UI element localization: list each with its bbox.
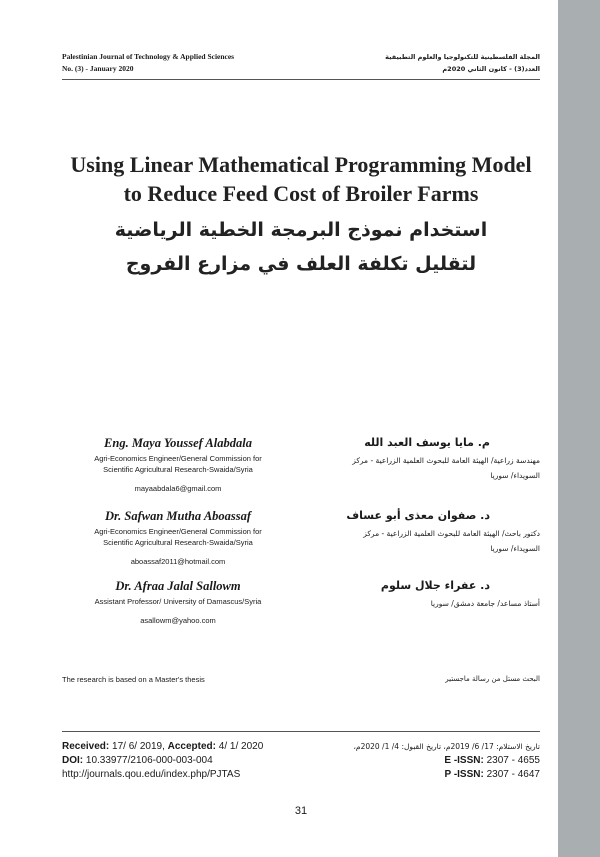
author-affiliation: Scientific Agricultural Research-Swaida/Syria xyxy=(103,538,253,547)
pissn-line xyxy=(353,768,540,782)
journal-name-ar: المجلة الفلسطينية للتكنولوجيا والعلوم التطبيقية xyxy=(385,53,540,61)
dates-ar: تاريخ الاستلام: 17/ 6/ 2019م، تاريخ القبول: 4/ 1/ 2020م، xyxy=(353,742,540,751)
author-name-ar: د. عفراء جلال سلوم xyxy=(380,579,490,592)
author-en-3 xyxy=(62,578,294,626)
author-affiliation-ar: أستاذ مساعد/ جامعة دمشق/ سوريا xyxy=(430,599,540,608)
author-affiliation: Agri-Economics Engineer/General Commission for xyxy=(94,454,262,463)
eissn-value: 2307 - 4655 xyxy=(486,755,540,766)
author-affiliation: Agri-Economics Engineer/General Commission for xyxy=(94,527,262,536)
author-email: mayaabdala6@gmail.com xyxy=(134,484,222,493)
title-ar-line1: استخدام نموذج البرمجة الخطية الرياضية xyxy=(114,219,488,241)
received-label: Received: xyxy=(62,741,110,752)
page-number: 31 xyxy=(294,805,308,817)
doi-value: 10.33977/2106-000-003-004 xyxy=(85,755,213,766)
issue-en: No. (3) - January 2020 xyxy=(62,64,134,73)
eissn-line xyxy=(353,754,540,768)
accepted-label: Accepted: xyxy=(167,741,216,752)
author-affiliation: Assistant Professor/ University of Damascus/Syria xyxy=(94,597,262,606)
doi-line xyxy=(62,754,263,768)
author-affiliation-ar: السويداء/ سوريا xyxy=(490,544,540,553)
received-date: 17/ 6/ 2019, xyxy=(112,741,165,752)
author-affiliation-ar: مهندسة زراعية/ الهيئة العامة للبحوث العلمية الزراعية - مركز xyxy=(352,456,540,465)
author-name: Eng. Maya Youssef Alabdala xyxy=(104,436,252,450)
eissn-label: E -ISSN: xyxy=(444,755,484,766)
author-affiliation-ar: السويداء/ سوريا xyxy=(490,471,540,480)
author-ar-2 xyxy=(300,508,540,556)
accepted-date: 4/ 1/ 2020 xyxy=(218,741,264,752)
author-email: aboassaf2011@hotmail.com xyxy=(130,557,226,566)
author-name: Dr. Afraa Jalal Sallowm xyxy=(115,579,241,593)
issue-ar: العدد(3) - كانون الثاني 2020م xyxy=(442,65,540,73)
author-en-2 xyxy=(62,508,294,567)
journal-header-ar xyxy=(340,51,540,75)
author-ar-3 xyxy=(300,578,540,611)
dates-line xyxy=(62,740,263,754)
author-en-1 xyxy=(62,435,294,494)
thesis-note-ar: البحث مستل من رسالة ماجستير xyxy=(445,675,540,683)
journal-name-en: Palestinian Journal of Technology & Applied Sciences xyxy=(62,52,235,61)
author-name-ar: م. مايا يوسف العبد الله xyxy=(364,436,490,449)
footer-ar xyxy=(353,740,540,782)
author-email: asallowm@yahoo.com xyxy=(140,616,216,625)
author-name: Dr. Safwan Mutha Aboassaf xyxy=(104,509,252,523)
author-affiliation: Scientific Agricultural Research-Swaida/Syria xyxy=(103,465,253,474)
author-ar-1 xyxy=(300,435,540,483)
footer-divider xyxy=(62,731,540,732)
title-en xyxy=(62,150,540,208)
doi-label: DOI: xyxy=(62,755,84,766)
title-ar-line2: لتقليل تكلفة العلف في مزارع الفروج xyxy=(125,253,477,275)
journal-header-en xyxy=(62,51,234,75)
title-en-line2: to Reduce Feed Cost of Broiler Farms xyxy=(123,181,479,206)
pissn-label: P -ISSN: xyxy=(444,769,484,780)
header-divider xyxy=(62,79,540,80)
footer-en xyxy=(62,740,263,782)
side-margin-strip xyxy=(558,0,600,857)
author-name-ar: د. صفوان معذى أبو عساف xyxy=(346,509,490,522)
journal-url[interactable]: http://journals.qou.edu/index.php/PJTAS xyxy=(62,769,241,780)
title-ar xyxy=(62,213,540,281)
title-en-line1: Using Linear Mathematical Programming Model xyxy=(70,152,532,177)
pissn-value: 2307 - 4647 xyxy=(486,769,540,780)
thesis-note-en: The research is based on a Master's thesis xyxy=(62,675,205,684)
author-affiliation-ar: دكتور باحث/ الهيئة العامة للبحوث العلمية الزراعية - مركز xyxy=(363,529,540,538)
